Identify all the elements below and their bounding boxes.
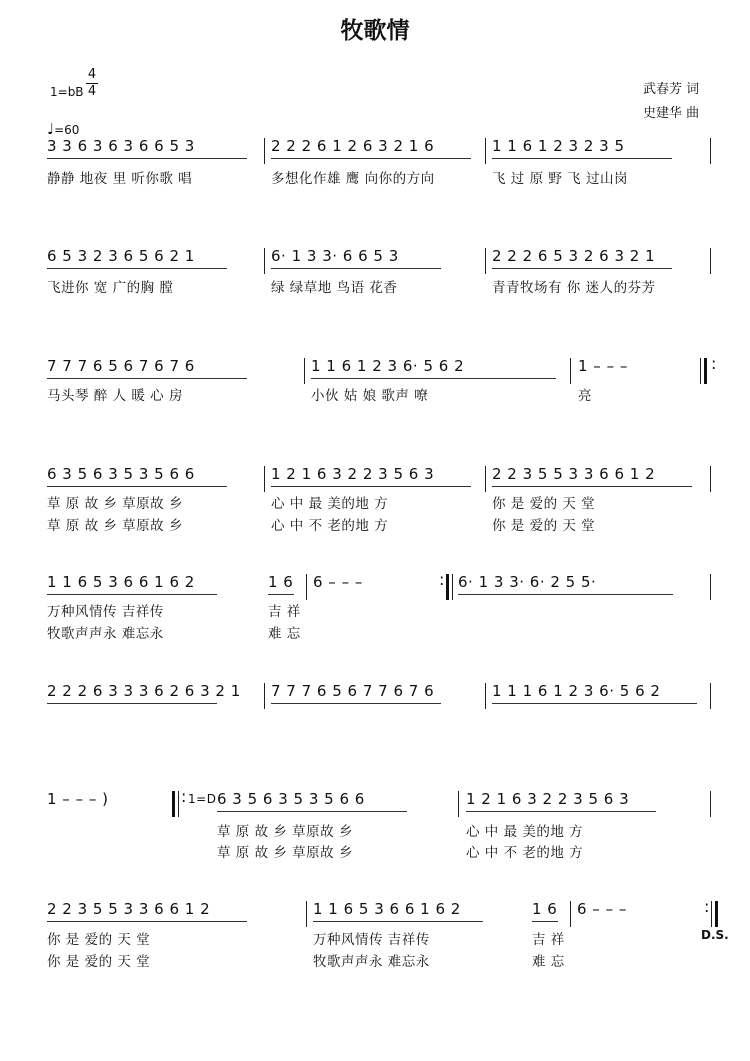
time-signature-top: 4 — [87, 67, 97, 82]
underline — [47, 594, 217, 595]
barline — [710, 683, 711, 709]
barline — [710, 466, 711, 492]
underline — [271, 268, 441, 269]
composer-credit: 史建华 曲 — [643, 106, 700, 121]
lyric-line: 青青牧场有 你 迷人的芬芳 — [492, 280, 656, 296]
lyric-line: 万种风情传 吉祥传 — [313, 932, 430, 948]
barline — [178, 791, 179, 817]
barline — [264, 248, 265, 274]
measure: 1 1 6 5 3 6 6 1 6 2 — [313, 900, 461, 918]
repeat-dots: : — [181, 787, 187, 806]
barline — [700, 358, 701, 384]
key-change: 1=D — [188, 792, 217, 806]
measure: 6 5 3 2 3 6 5 6 2 1 — [47, 247, 195, 265]
lyric-line: 飞 过 原 野 飞 过山岗 — [492, 171, 628, 187]
tempo-mark — [47, 120, 79, 138]
lyric-line: 草 原 故 乡 草原故 乡 — [217, 824, 353, 840]
measure: 1 2 1 6 3 2 2 3 5 6 3 — [466, 790, 630, 808]
underline — [458, 594, 673, 595]
underline — [492, 268, 672, 269]
barline — [452, 574, 453, 600]
underline — [271, 486, 471, 487]
underline — [492, 158, 672, 159]
lyric-line: 万种风情传 吉祥传 — [47, 604, 164, 620]
barline — [710, 248, 711, 274]
measure: 2 2 2 6 1 2 6 3 2 1 6 — [271, 137, 435, 155]
repeat-barline — [446, 574, 449, 600]
underline — [47, 158, 247, 159]
measure: 7 7 7 6 5 6 7 7 6 7 6 — [271, 682, 435, 700]
quarter-note-icon: ♩ — [47, 120, 55, 138]
barline — [570, 901, 571, 927]
barline — [710, 138, 711, 164]
lyric-line: 牧歌声声永 难忘永 — [47, 626, 164, 642]
underline — [271, 158, 471, 159]
lyric-line: 草 原 故 乡 草原故 乡 — [217, 845, 353, 861]
lyricist-credit: 武春芳 词 — [643, 82, 700, 97]
barline — [485, 138, 486, 164]
repeat-barline — [172, 791, 175, 817]
repeat-barline — [704, 358, 707, 384]
key-signature: 1=bB — [50, 85, 84, 99]
lyric-line: 你 是 爱的 天 堂 — [47, 932, 151, 948]
barline — [485, 683, 486, 709]
measure: 1 1 6 1 2 3 6· 5 6 2 — [311, 357, 465, 375]
underline — [532, 921, 558, 922]
underline — [271, 703, 441, 704]
barline — [264, 138, 265, 164]
measure: 6· 1 3 3· 6· 2 5 5· — [458, 573, 597, 591]
measure: 1 6 — [268, 573, 294, 591]
repeat-dots: : — [704, 897, 710, 916]
measure: 2 2 3 5 5 3 3 6 6 1 2 — [492, 465, 656, 483]
barline — [306, 574, 307, 600]
barline — [485, 466, 486, 492]
lyric-line: 吉 祥 — [532, 932, 565, 948]
underline — [311, 378, 556, 379]
measure: 6 3 5 6 3 5 3 5 6 6 — [217, 790, 365, 808]
lyric-line: 心 中 最 美的地 方 — [271, 496, 389, 512]
underline — [47, 378, 247, 379]
underline — [217, 811, 407, 812]
measure: 2 2 3 5 5 3 3 6 6 1 2 — [47, 900, 211, 918]
measure: 6 – – – — [577, 900, 627, 918]
measure: 2 2 2 6 3 3 3 6 2 6 3 2 1 — [47, 682, 241, 700]
measure: 1 1 6 1 2 3 2 3 5 — [492, 137, 625, 155]
measure: 1 – – – — [578, 357, 628, 375]
barline — [304, 358, 305, 384]
barline — [710, 574, 711, 600]
underline — [47, 921, 247, 922]
tempo-value: =60 — [54, 123, 80, 137]
measure: 1 2 1 6 3 2 2 3 5 6 3 — [271, 465, 435, 483]
lyric-line: 静静 地夜 里 听你歌 唱 — [47, 171, 193, 187]
time-signature — [86, 68, 98, 99]
underline — [47, 703, 217, 704]
time-signature-bottom: 4 — [87, 84, 97, 99]
measure: 1 6 — [532, 900, 558, 918]
underline — [47, 268, 227, 269]
barline — [264, 466, 265, 492]
lyric-line: 牧歌声声永 难忘永 — [313, 954, 430, 970]
lyric-line: 吉 祥 — [268, 604, 301, 620]
underline — [492, 703, 697, 704]
barline — [458, 791, 459, 817]
lyric-line: 亮 — [578, 388, 592, 404]
repeat-dots: : — [439, 570, 445, 589]
repeat-dots: : — [711, 354, 717, 373]
barline — [306, 901, 307, 927]
dal-segno-mark: D.S. — [701, 928, 729, 942]
lyric-line: 绿 绿草地 鸟语 花香 — [271, 280, 398, 296]
measure: 7 7 7 6 5 6 7 6 7 6 — [47, 357, 195, 375]
lyric-line: 多想化作雄 鹰 向你的方向 — [271, 171, 435, 187]
measure: 1 1 1 6 1 2 3 6· 5 6 2 — [492, 682, 661, 700]
barline — [570, 358, 571, 384]
song-title: 牧歌情 — [340, 18, 410, 44]
measure: 6· 1 3 3· 6 6 5 3 — [271, 247, 399, 265]
lyric-line: 你 是 爱的 天 堂 — [492, 496, 596, 512]
repeat-barline — [715, 901, 718, 927]
lyric-line: 心 中 不 老的地 方 — [466, 845, 584, 861]
underline — [313, 921, 483, 922]
lyric-line: 你 是 爱的 天 堂 — [47, 954, 151, 970]
barline — [710, 791, 711, 817]
measure: 6 3 5 6 3 5 3 5 6 6 — [47, 465, 195, 483]
lyric-line: 心 中 最 美的地 方 — [466, 824, 584, 840]
lyric-line: 难 忘 — [532, 954, 565, 970]
measure: 1 – – – ) — [47, 790, 109, 808]
underline — [466, 811, 656, 812]
underline — [47, 486, 227, 487]
lyric-line: 飞进你 宽 广的胸 膛 — [47, 280, 174, 296]
lyric-line: 难 忘 — [268, 626, 301, 642]
measure: 1 1 6 5 3 6 6 1 6 2 — [47, 573, 195, 591]
underline — [268, 594, 294, 595]
lyric-line: 小伙 姑 娘 歌声 嘹 — [311, 388, 429, 404]
lyric-line: 心 中 不 老的地 方 — [271, 518, 389, 534]
lyric-line: 你 是 爱的 天 堂 — [492, 518, 596, 534]
barline — [711, 901, 712, 927]
barline — [485, 248, 486, 274]
barline — [264, 683, 265, 709]
measure: 3 3 6 3 6 3 6 6 5 3 — [47, 137, 195, 155]
underline — [492, 486, 692, 487]
lyric-line: 草 原 故 乡 草原故 乡 — [47, 496, 183, 512]
measure: 2 2 2 6 5 3 2 6 3 2 1 — [492, 247, 656, 265]
measure: 6 – – – — [313, 573, 363, 591]
lyric-line: 马头琴 醉 人 暖 心 房 — [47, 388, 183, 404]
lyric-line: 草 原 故 乡 草原故 乡 — [47, 518, 183, 534]
